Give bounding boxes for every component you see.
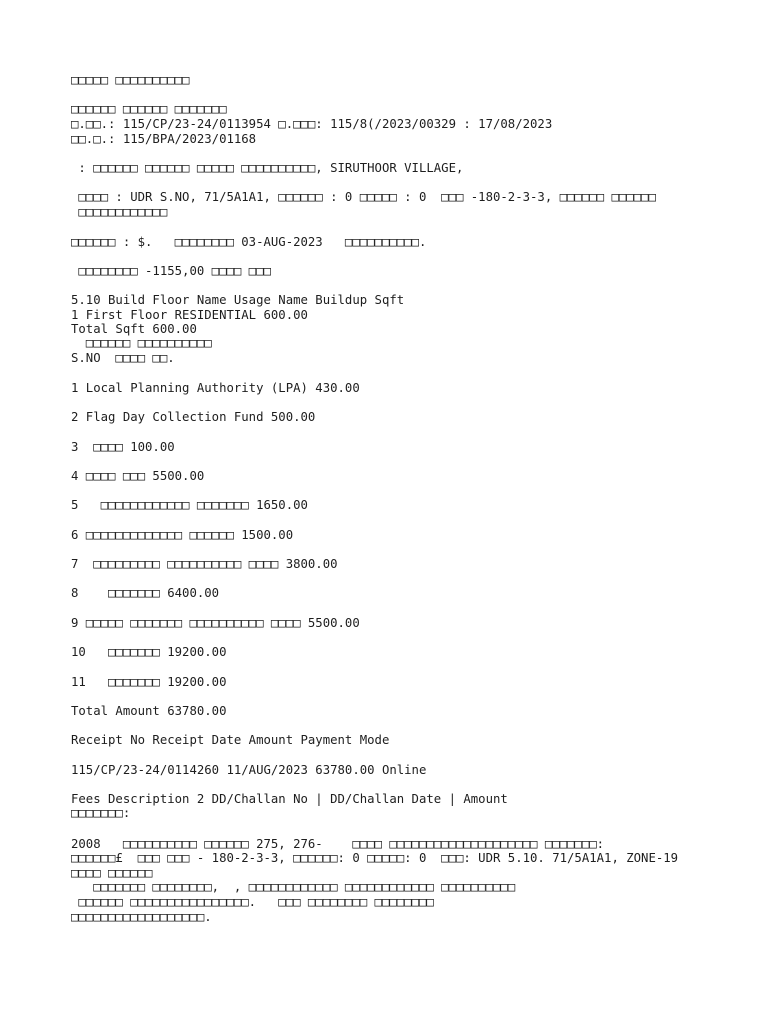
fee-item: 11 □□□□□□□ 19200.00	[71, 675, 227, 689]
document-heading: □□□□□ □□□□□□□□□□	[71, 73, 190, 87]
survey-line-2: □□□□□□□□□□□□	[71, 205, 168, 219]
note-line: □□□□□□□ □□□□□□□□, , □□□□□□□□□□□□ □□□□□□□□□□□□ □□□□□□□□□□	[71, 880, 516, 894]
fee-item: 10 □□□□□□□ 19200.00	[71, 645, 227, 659]
fee-item: 5 □□□□□□□□□□□□ □□□□□□□ 1650.00	[71, 498, 308, 512]
reference-line-2: □□.□.: 115/BPA/2023/01168	[71, 132, 257, 146]
note-line: □□□□□□£ □□□ □□□ - 180-2-3-3, □□□□□□: 0 □□□□□: 0 □□□: UDR 5.10. 71/5A1A1, ZONE-19	[71, 851, 679, 865]
survey-line-1: □□□□ : UDR S.NO, 71/5A1A1, □□□□□□ : 0 □□□□□ : 0 □□□ -180-2-3-3, □□□□□□ □□□□□□	[71, 190, 656, 204]
total-amount: Total Amount 63780.00	[71, 704, 227, 718]
receipt-table-header: Receipt No Receipt Date Amount Payment Mode	[71, 733, 390, 747]
note-line: □□□□ □□□□□□	[71, 866, 153, 880]
fee-item: 2 Flag Day Collection Fund 500.00	[71, 410, 316, 424]
fee-item: 8 □□□□□□□ 6400.00	[71, 586, 220, 600]
reference-line-1: □.□□.: 115/CP/23-24/0113954 □.□□□: 115/8(/2023/00329 : 17/08/2023	[71, 117, 553, 131]
fee-item: 7 □□□□□□□□□ □□□□□□□□□□ □□□□ 3800.00	[71, 557, 338, 571]
fees-description: Fees Description 2 DD/Challan No | DD/Challan Date | Amount	[71, 792, 508, 806]
note-line: □□□□□□ □□□□□□□□□□□□□□□□. □□□ □□□□□□□□ □□□□□□□□	[71, 895, 434, 909]
fee-item: 4 □□□□ □□□ 5500.00	[71, 469, 205, 483]
fee-item: 1 Local Planning Authority (LPA) 430.00	[71, 381, 360, 395]
receipt-table-row: 115/CP/23-24/0114260 11/AUG/2023 63780.00 Online	[71, 763, 427, 777]
note-line: □□□□□□□□□□□□□□□□□□.	[71, 910, 212, 924]
date-line: □□□□□□ : $. □□□□□□□□ 03-AUG-2023 □□□□□□□□□□.	[71, 235, 427, 249]
notes-label: □□□□□□□:	[71, 806, 131, 820]
fee-item: 9 □□□□□ □□□□□□□ □□□□□□□□□□ □□□□ 5500.00	[71, 616, 360, 630]
build-table-header: 5.10 Build Floor Name Usage Name Buildup Sqft	[71, 293, 405, 307]
address-line: : □□□□□□ □□□□□□ □□□□□ □□□□□□□□□□, SIRUTHOOR VILLAGE,	[71, 161, 464, 175]
note-line: 2008 □□□□□□□□□□ □□□□□□ 275, 276- □□□□ □□□□□□□□□□□□□□□□□□□□ □□□□□□□:	[71, 837, 605, 851]
fee-item: 3 □□□□ 100.00	[71, 440, 175, 454]
fees-table-header: S.NO □□□□ □□.	[71, 351, 175, 365]
build-table-row: 1 First Floor RESIDENTIAL 600.00	[71, 308, 308, 322]
build-table-total: Total Sqft 600.00	[71, 322, 197, 336]
fee-item: 6 □□□□□□□□□□□□□ □□□□□□ 1500.00	[71, 528, 294, 542]
document-subheading: □□□□□□ □□□□□□ □□□□□□□	[71, 102, 227, 116]
fees-title: □□□□□□ □□□□□□□□□□	[71, 336, 212, 350]
area-line: □□□□□□□□ -1155,00 □□□□ □□□	[71, 264, 271, 278]
